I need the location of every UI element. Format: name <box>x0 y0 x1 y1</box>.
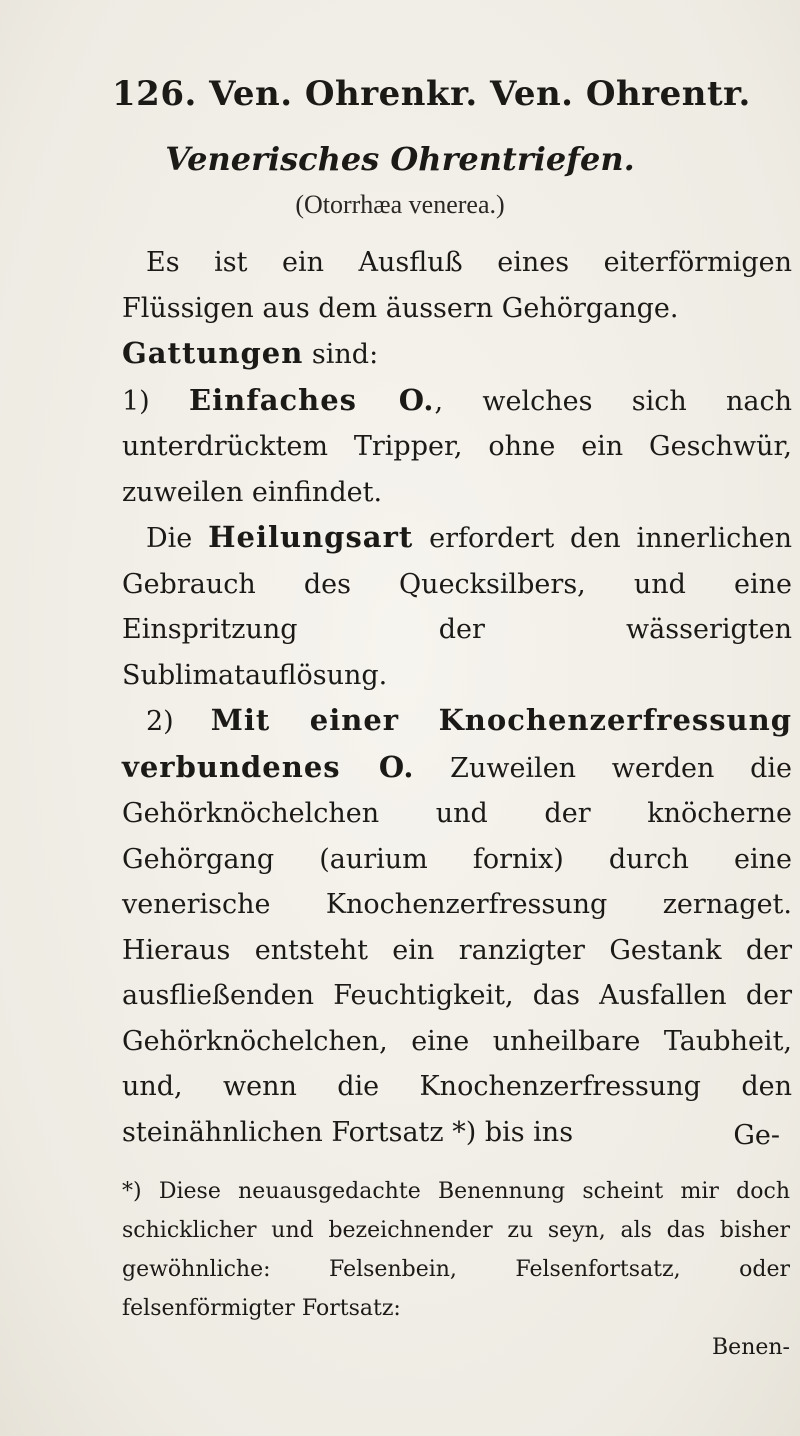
section-title: Venerisches Ohrentriefen. <box>165 140 635 178</box>
kind-2-paragraph <box>122 698 792 1155</box>
kind-2-heading: Mit einer Knochenzerfressung verbundenes O. <box>122 703 792 784</box>
kind-1-number: 1) <box>122 385 190 417</box>
cure-heading: Heilungsart <box>208 520 414 554</box>
cure-prefix: Die <box>146 523 209 554</box>
section-subtitle: (Otorrhæa venerea.) <box>295 190 505 219</box>
kinds-line <box>122 331 792 378</box>
footnote-text: *) Diese neuausgedachte Benennung scheint mir doch schicklicher und bezeichnender zu seyn, als das bisher gewöhnliche: Felsenbein, Felsenfortsatz, oder felsenförmigter Fortsatz: <box>122 1179 790 1321</box>
intro-paragraph: Es ist ein Ausfluß eines eiterförmigen Flüssigen aus dem äussern Gehörgange. <box>122 247 792 324</box>
kind-1-heading: Einfaches O. <box>189 382 435 417</box>
footnote <box>122 1172 790 1367</box>
running-head: 126. Ven. Ohrenkr. Ven. Ohrentr. <box>112 74 751 114</box>
kind-2-text: Zuweilen werden die Gehörknöchelchen und der knöcherne Gehörgang (aurium fornix) durch eine venerische Knochenzerfressung zernaget. Hieraus entsteht ein ranzigter Gestank der ausfließenden Feuchtigkeit, das Ausfallen der Gehörknöchelchen, eine unheilbare Taubheit, und, wenn die Knochenzerfressung den steinähnlichen Fortsatz *) bis ins <box>122 752 792 1148</box>
kind-1-text: , welches sich nach unterdrücktem Tripper, ohne ein Geschwür, zuweilen einfindet. <box>122 385 793 508</box>
kind-1-paragraph <box>122 378 792 516</box>
kind-2-number: 2) <box>146 706 211 737</box>
catchword: Ge- <box>733 1120 780 1151</box>
kinds-heading: Gattungen <box>122 336 304 370</box>
cure-paragraph <box>122 515 792 698</box>
main-text <box>122 240 792 1155</box>
cure-text: erfordert den innerlichen Gebrauch des Quecksilbers, und eine Einspritzung der wässerigten Sublimatauflösung. <box>122 523 792 691</box>
kinds-suffix: sind: <box>303 339 379 370</box>
footnote-catchword: Benen- <box>712 1335 790 1360</box>
